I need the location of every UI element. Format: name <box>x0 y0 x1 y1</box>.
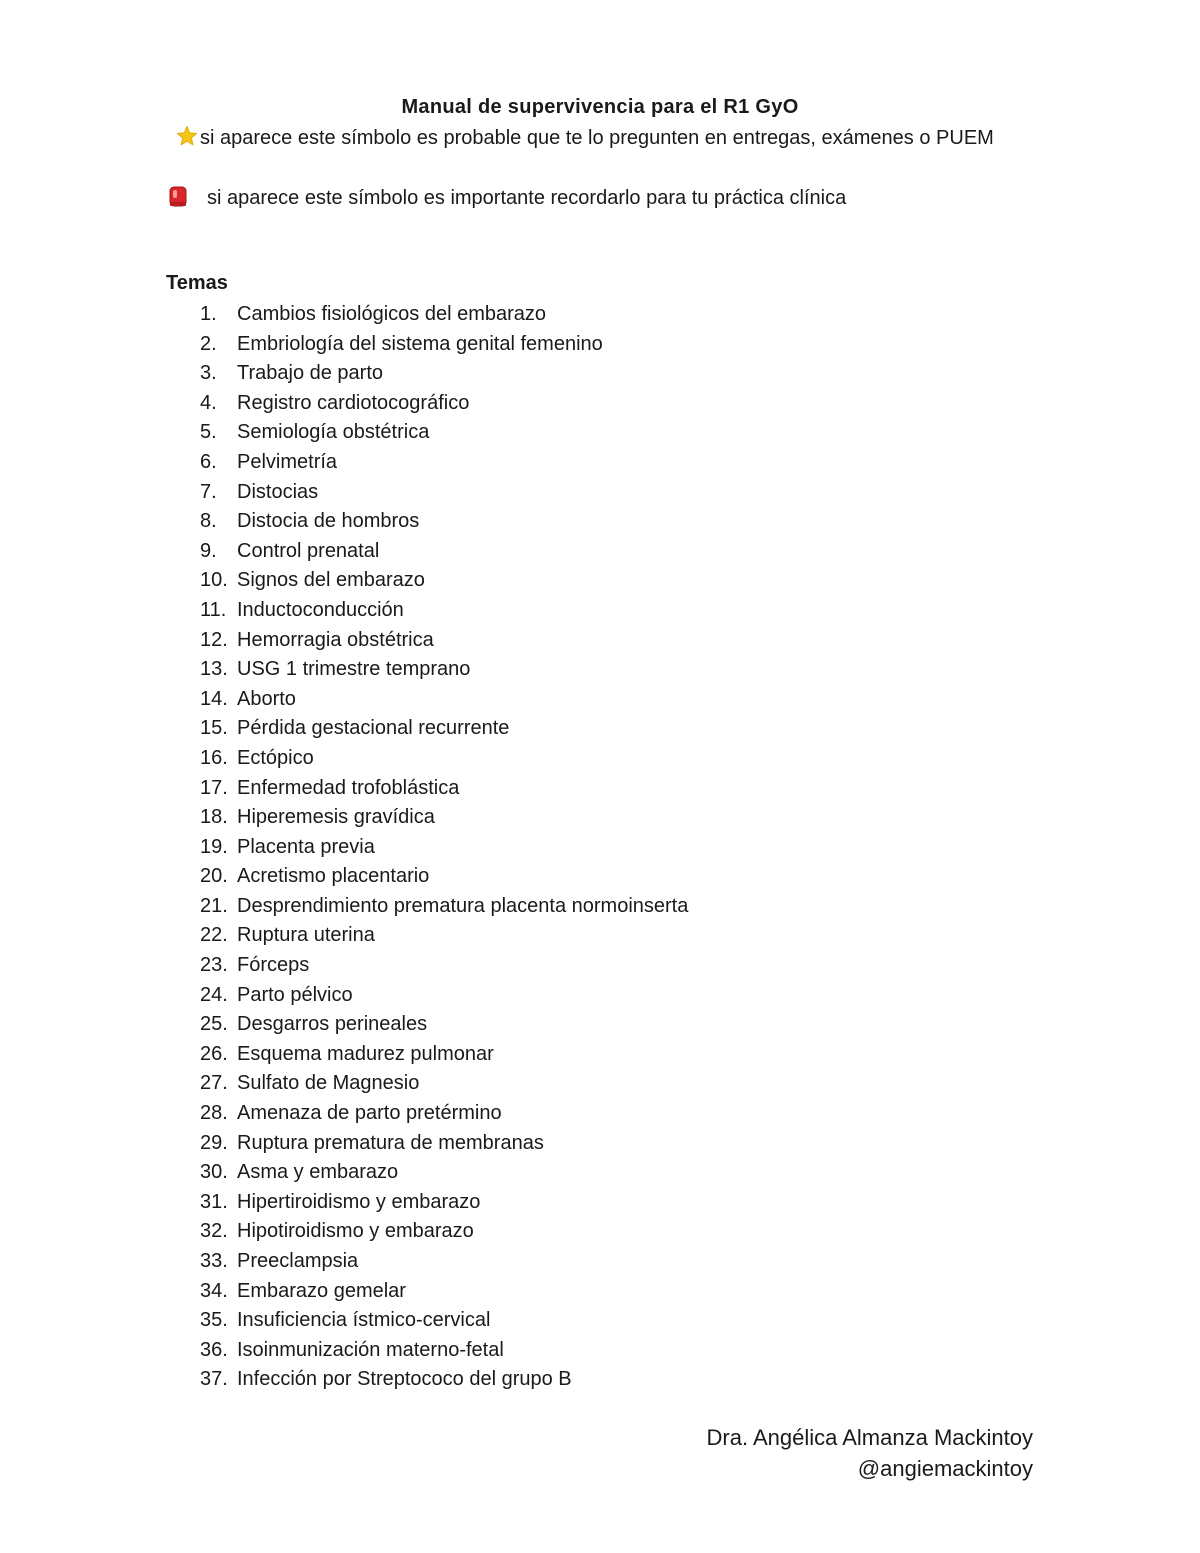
topic-number: 26. <box>200 1042 228 1065</box>
topic-number: 28. <box>200 1102 228 1125</box>
topic-number: 5. <box>200 421 217 444</box>
legend-alert-text: si aparece este símbolo es importante recordarlo para tu práctica clínica <box>207 187 847 209</box>
topic-label: Sulfato de Magnesio <box>237 1072 420 1095</box>
topic-number: 3. <box>200 362 217 385</box>
topic-label: Placenta previa <box>237 835 375 858</box>
topic-item <box>200 1099 688 1129</box>
topic-item <box>200 1188 688 1218</box>
topic-item <box>200 921 688 951</box>
author-name: Dra. Angélica Almanza Mackintoy <box>706 1425 1033 1450</box>
topic-item <box>200 1365 688 1395</box>
topic-number: 19. <box>200 835 228 858</box>
topic-label: Desgarros perineales <box>237 1013 428 1036</box>
topic-item <box>200 1217 688 1247</box>
topic-label: Signos del embarazo <box>237 569 425 592</box>
topic-label: Inductoconducción <box>237 598 404 621</box>
topic-number: 17. <box>200 776 228 799</box>
topic-item <box>200 774 688 804</box>
legend-star-line <box>166 124 1036 153</box>
topic-label: Fórceps <box>237 954 310 977</box>
topic-number: 12. <box>200 628 228 651</box>
topic-label: Semiología obstétrica <box>237 421 430 444</box>
topic-item <box>200 833 688 863</box>
topic-label: Preeclampsia <box>237 1250 359 1272</box>
topic-item <box>200 862 688 892</box>
topic-label: Pérdida gestacional recurrente <box>237 717 510 740</box>
topic-label: Hiperemesis gravídica <box>237 806 435 829</box>
topic-label: Esquema madurez pulmonar <box>237 1042 494 1065</box>
topic-number: 10. <box>200 569 228 592</box>
topic-number: 16. <box>200 746 228 769</box>
topic-number: 7. <box>200 480 217 503</box>
topic-item <box>200 1010 688 1040</box>
topic-item <box>200 478 688 508</box>
topic-label: Registro cardiotocográfico <box>237 391 470 414</box>
topic-number: 15. <box>200 717 228 740</box>
topic-item <box>200 389 688 419</box>
topic-item <box>200 1040 688 1070</box>
topic-label: Embarazo gemelar <box>237 1279 406 1302</box>
topic-item <box>200 1158 688 1188</box>
topic-label: Desprendimiento prematura placenta normoinserta <box>237 894 689 917</box>
topic-label: Acretismo placentario <box>237 865 430 888</box>
topics-list <box>200 300 688 1395</box>
topic-number: 22. <box>200 924 228 947</box>
topic-item <box>200 359 688 389</box>
topic-number: 27. <box>200 1072 228 1095</box>
topic-item <box>200 1336 688 1366</box>
topic-label: Parto pélvico <box>237 983 353 1006</box>
topic-label: Infección por Streptococo del grupo B <box>237 1368 572 1391</box>
topic-number: 13. <box>200 658 228 681</box>
topic-number: 30. <box>200 1161 228 1184</box>
topic-item <box>200 744 688 774</box>
topic-item <box>200 1129 688 1159</box>
topic-item <box>200 507 688 537</box>
topic-number: 21. <box>200 894 228 917</box>
topic-number: 35. <box>200 1309 228 1332</box>
topic-item <box>200 685 688 715</box>
topic-label: Ruptura uterina <box>237 924 375 947</box>
topic-label: Insuficiencia ístmico-cervical <box>237 1309 491 1332</box>
topic-item <box>200 981 688 1011</box>
topic-item <box>200 566 688 596</box>
topic-item <box>200 596 688 626</box>
topic-number: 23. <box>200 954 228 977</box>
topic-label: Ruptura prematura de membranas <box>237 1131 544 1154</box>
legend-alert-line <box>166 184 1036 213</box>
topic-label: Hipertiroidismo y embarazo <box>237 1190 481 1213</box>
document-title: Manual de supervivencia para el R1 GyO <box>401 96 799 118</box>
topic-number: 24. <box>200 983 228 1006</box>
topic-item <box>200 537 688 567</box>
topic-item <box>200 300 688 330</box>
topic-label: Aborto <box>237 687 296 710</box>
topic-item <box>200 1247 688 1277</box>
topic-label: Hipotiroidismo y embarazo <box>237 1220 474 1243</box>
topic-number: 36. <box>200 1338 228 1361</box>
topic-number: 20. <box>200 865 228 888</box>
topic-label: Distocia de hombros <box>237 510 420 533</box>
topic-item <box>200 803 688 833</box>
topic-number: 6. <box>200 450 217 473</box>
topic-label: Pelvimetría <box>237 450 338 473</box>
topic-label: Ectópico <box>237 746 314 769</box>
topic-label: Hemorragia obstétrica <box>237 628 434 651</box>
topic-number: 37. <box>200 1368 228 1391</box>
topic-item <box>200 1306 688 1336</box>
temas-heading: Temas <box>166 272 228 294</box>
topic-number: 14. <box>200 687 228 710</box>
topic-label: Distocias <box>237 480 319 503</box>
topic-item <box>200 418 688 448</box>
topic-label: Isoinmunización materno-fetal <box>237 1338 504 1361</box>
topic-item <box>200 714 688 744</box>
author-handle: @angiemackintoy <box>857 1456 1033 1481</box>
topic-number: 2. <box>200 332 217 355</box>
topic-item <box>200 626 688 656</box>
topic-label: Trabajo de parto <box>237 362 384 385</box>
topic-item <box>200 951 688 981</box>
topic-item <box>200 448 688 478</box>
topic-label: Amenaza de parto pretérmino <box>237 1102 502 1125</box>
topic-number: 1. <box>200 303 217 325</box>
topic-item <box>200 330 688 360</box>
topic-number: 29. <box>200 1131 228 1154</box>
topic-label: Enfermedad trofoblástica <box>237 776 460 799</box>
siren-alert-icon <box>169 185 187 207</box>
topic-label: USG 1 trimestre temprano <box>237 658 471 681</box>
topic-label: Asma y embarazo <box>237 1161 399 1184</box>
legend-star-text: si aparece este símbolo es probable que te lo pregunten en entregas, exámenes o PUEM <box>200 127 994 149</box>
topic-label: Control prenatal <box>237 539 380 562</box>
topic-number: 9. <box>200 539 217 562</box>
topic-number: 25. <box>200 1013 228 1036</box>
topic-number: 8. <box>200 510 217 533</box>
topic-number: 32. <box>200 1220 228 1243</box>
topic-number: 33. <box>200 1250 228 1272</box>
star-icon <box>176 125 198 147</box>
topic-label: Embriología del sistema genital femenino <box>237 332 603 355</box>
topic-item <box>200 1277 688 1307</box>
topic-number: 11. <box>200 598 227 621</box>
topic-number: 4. <box>200 391 217 414</box>
topic-item <box>200 892 688 922</box>
topic-number: 34. <box>200 1279 228 1302</box>
author-block <box>707 1422 1034 1484</box>
topic-item <box>200 655 688 685</box>
topic-number: 31. <box>200 1190 228 1213</box>
topic-number: 18. <box>200 806 228 829</box>
topic-item <box>200 1069 688 1099</box>
topic-label: Cambios fisiológicos del embarazo <box>237 303 547 325</box>
